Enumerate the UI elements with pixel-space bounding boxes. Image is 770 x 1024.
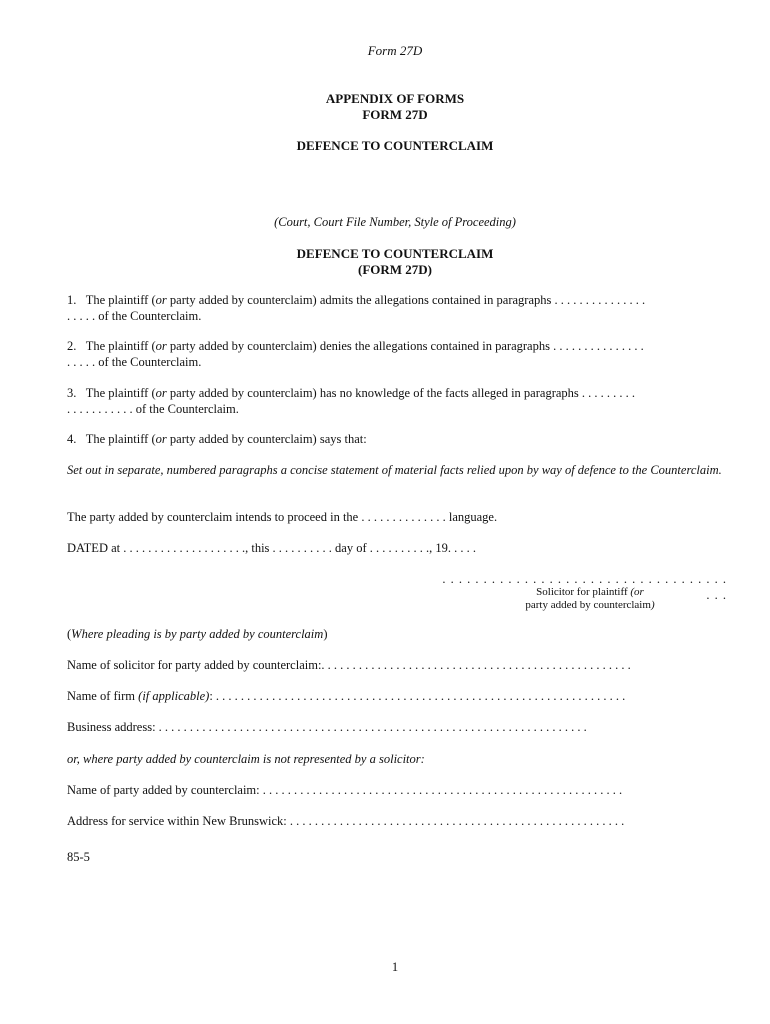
form-reference: Form 27D	[367, 43, 423, 58]
service-address-field: Address for service within New Brunswick: . . . . . . . . . . . . . . . . . . . . . . . . . . . . . . . . . . . . . . . . . . . . . . . . . . . . . .	[67, 814, 625, 828]
paragraph-text: party added by counterclaim) admits the allegations contained in paragraphs . . . . . . . . . . . . . . .	[166, 293, 646, 307]
appendix-title: APPENDIX OF FORMS	[325, 91, 465, 106]
document-form-number: (FORM 27D)	[357, 262, 432, 277]
paragraph-number: 2.	[67, 339, 77, 353]
signature-caption-or: (or	[630, 586, 644, 598]
paragraph-1	[67, 292, 727, 324]
or-word: or	[155, 432, 167, 446]
dated-line: DATED at . . . . . . . . . . . . . . . . . . . ., this . . . . . . . . . . day of . . . . . . . . . ., 19. . . . .	[67, 541, 477, 555]
signature-caption-close: )	[650, 599, 655, 611]
paragraph-text-start: The plaintiff (	[85, 432, 156, 446]
solicitor-name-field: Name of solicitor for party added by counterclaim:. . . . . . . . . . . . . . . . . . . . . . . . . . . . . . . . . . . . . . . . . . . . . . . . . .	[67, 658, 631, 672]
document-title: DEFENCE TO COUNTERCLAIM	[296, 246, 494, 261]
language-line: The party added by counterclaim intends to proceed in the . . . . . . . . . . . . . . language.	[67, 510, 498, 524]
court-line: (Court, Court File Number, Style of Proceeding)	[274, 215, 516, 229]
firm-name-label: Name of firm	[67, 689, 139, 703]
paragraph-text-start: The plaintiff (	[85, 339, 156, 353]
form-number: FORM 27D	[362, 107, 428, 122]
where-pleading-note	[67, 626, 727, 642]
or-word: or	[155, 293, 167, 307]
where-pleading-open: (	[67, 627, 72, 641]
form-code: 85-5	[67, 850, 90, 864]
or-word: or	[155, 386, 167, 400]
party-name-field: Name of party added by counterclaim: . . . . . . . . . . . . . . . . . . . . . . . . . . . . . . . . . . . . . . . . . . . . . . . . . . . . . . . . . .	[67, 783, 623, 797]
main-title: DEFENCE TO COUNTERCLAIM	[296, 138, 494, 153]
signature-line: . . . . . . . . . . . . . . . . . . . . . . . . . . . . . . . . . . . . . .	[442, 572, 727, 602]
where-pleading-text: Where pleading is by party added by counterclaim	[71, 627, 324, 641]
page-number: 1	[391, 960, 399, 974]
not-represented-note: or, where party added by counterclaim is not represented by a solicitor:	[67, 752, 425, 766]
paragraph-number: 4.	[67, 432, 77, 446]
paragraph-continuation: . . . . . . . . . . . of the Counterclaim.	[67, 402, 239, 416]
paragraph-text: party added by counterclaim) has no knowledge of the facts alleged in paragraphs . . . . . . . . .	[166, 386, 636, 400]
paragraph-2	[67, 338, 727, 370]
paragraph-4	[67, 431, 727, 447]
instruction-text: Set out in separate, numbered paragraphs a concise statement of material facts relied upon by way of defence to the Counterclaim.	[67, 463, 722, 477]
signature-caption-text-2: party added by counterclaim	[525, 599, 651, 611]
paragraph-continuation: . . . . . of the Counterclaim.	[67, 355, 202, 369]
paragraph-text-start: The plaintiff (	[85, 386, 156, 400]
signature-caption-text: Solicitor for plaintiff	[536, 586, 631, 598]
paragraph-text-start: The plaintiff (	[85, 293, 156, 307]
paragraph-text: party added by counterclaim) says that:	[166, 432, 367, 446]
firm-name-field	[67, 688, 727, 704]
paragraph-text: party added by counterclaim) denies the allegations contained in paragraphs . . . . . . . . . . . . . . .	[166, 339, 644, 353]
where-pleading-close: )	[323, 627, 328, 641]
paragraph-continuation: . . . . . of the Counterclaim.	[67, 309, 202, 323]
or-word: or	[155, 339, 167, 353]
firm-name-qualifier: (if applicable)	[138, 689, 210, 703]
signature-caption	[500, 586, 680, 612]
paragraph-number: 1.	[67, 293, 77, 307]
paragraph-3	[67, 385, 727, 417]
firm-name-dots: : . . . . . . . . . . . . . . . . . . . . . . . . . . . . . . . . . . . . . . . . . . . . . . . . . . . . . . . . . . . . . . . . . .	[209, 689, 626, 703]
paragraph-number: 3.	[67, 386, 77, 400]
business-address-field: Business address: . . . . . . . . . . . . . . . . . . . . . . . . . . . . . . . . . . . . . . . . . . . . . . . . . . . . . . . . . . . . . . . . . . . . .	[67, 720, 587, 734]
